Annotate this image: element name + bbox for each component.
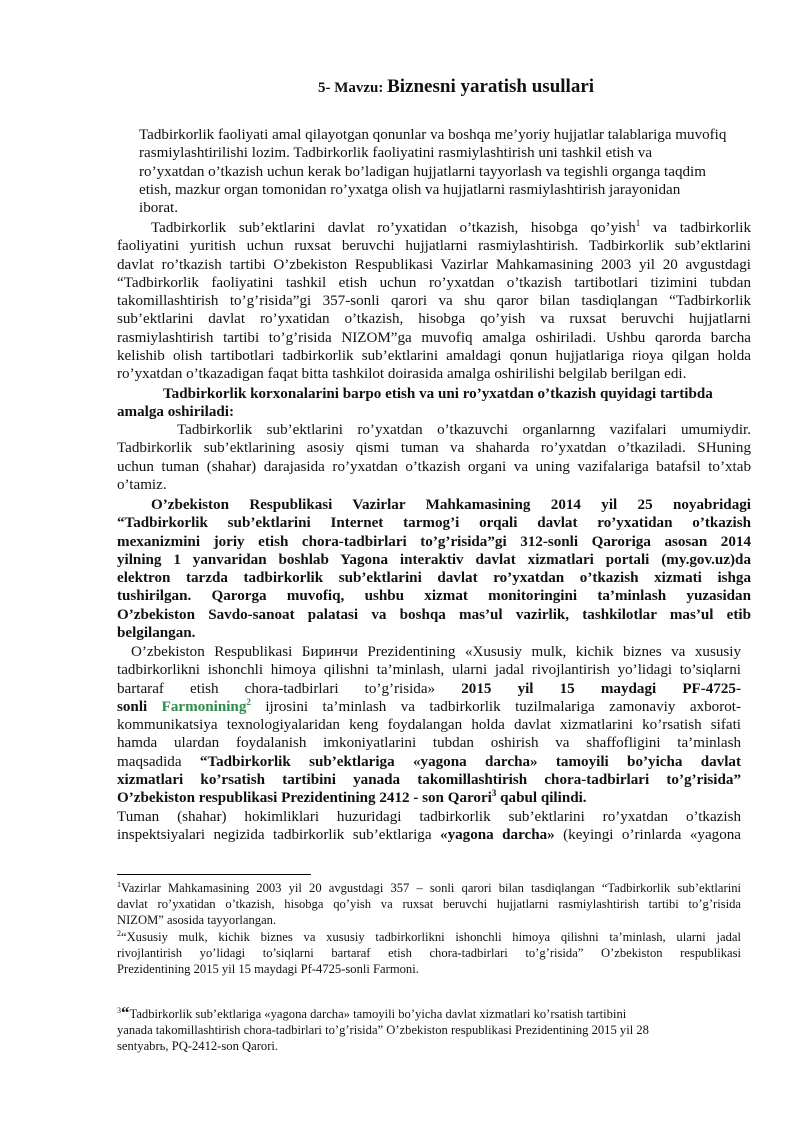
text-line: yilning 1 yanvaridan boshlab Yagona interaktiv davlat xizmatlari portali (my.gov.uz)da — [117, 551, 751, 568]
text-line: mexanizmini joriy etish chora-tadbirlari to’g’risida”gi 312-sonli Qaroriga asosan 2014 — [117, 533, 751, 550]
paragraph-online-registration — [117, 496, 751, 642]
heading-line-1: Tadbirkorlik korxonalarini barpo etish va uni ro’yxatdan o’tkazish quyidagi tartibda — [163, 386, 713, 402]
text-line: rasmiylashtirilishi lozim. Tadbirkorlik faoliyatini rasmiylashtirish uni tashkil etish va — [139, 145, 653, 162]
paragraph-registration — [117, 219, 751, 384]
text-line: O’zbekiston respublikasi Prezidentining 2412 - son Qarori$^3$ qabul qilindi. — [117, 788, 587, 807]
footnote-separator — [117, 874, 311, 875]
footnote-ref-1[interactable]: 1 — [635, 218, 641, 228]
text-line: hamda ulardan foydalanish imkoniyatlarini tubdan oshirish va shaffofligini ta’minlash — [117, 735, 741, 752]
decree-link[interactable]: Farmonining — [161, 698, 247, 715]
text-line: takomillashtirish to’g’risida”gi 357-sonli qarori va shu qaror bilan tasdiqlangan “Tadbirkorlik — [117, 293, 751, 310]
text-line: inspektsiyalari negizida tadbirkorlik sub’ektlariga «yagona darcha» (keyingi o’rinlarda «yagona — [117, 826, 741, 843]
text-line: tadbirkorlikni ishonchli himoya qilishni ta’minlash, ularni jadal rivojlantirish yo’lidagi to’siqlarni — [117, 662, 741, 679]
page-title — [0, 76, 800, 98]
text-line: Tadbirkorlik faoliyati amal qilayotgan qonunlar va boshqa me’yoriy hujjatlar talablariga muvofiq — [139, 127, 727, 143]
text-line: kommunikatsiya texnologiyalaridan keng foydalangan holda davlat xizmatlarini ko’rsatish sifati — [117, 717, 741, 734]
footnote-1 — [117, 880, 741, 928]
text-line: O’zbekiston Savdo-sanoat palatasi va boshqa mas’ul vazirlik, tashkilotlar mas’ul etib — [117, 606, 751, 623]
title-main: Biznesni yaratish usullari — [387, 76, 595, 97]
text-line: rasmiylashtirish tartibi to’g’risida NIZOM”ga muvofiq amalga oshiriladi. Ushbu qarorda barcha — [117, 329, 751, 346]
text-line: O’zbekiston Respublikasi Биринчи Prezidentining «Xususiy mulk, kichik biznes va xususiy — [131, 644, 741, 660]
text-line: iborat. — [139, 200, 178, 217]
text-line: Tadbirkorlik sub’ektlarini davlat ro’yxatidan o’tkazish, hisobga qo’yish$^1$ va tadbirkorlik — [151, 218, 751, 236]
text-line: $^1$Vazirlar Mahkamasining 2003 yil 20 avgustdagi 357 – sonli qarori bilan tasdiqlangan “Tadbirkorlik sub’ektlarini — [117, 880, 741, 895]
text-line: elektron tarzda tadbirkorlik sub’ektlarini davlat ro’yxatdan o’tkazish xizmati ishga — [117, 570, 751, 587]
title-prefix: 5- Mavzu: — [317, 80, 384, 96]
section-heading — [117, 385, 751, 422]
text-line: Tuman (shahar) hokimliklari huzuridagi tadbirkorlik sub’ektlarini ro’yxatdan o’tkazish — [117, 808, 741, 825]
heading-line-2: amalga oshiriladi: — [117, 404, 234, 421]
text-line: etish, mazkur organ tomonidan ro’yxatga olish va hujjatlarni rasmiylashtirish jarayonidan — [139, 181, 681, 198]
text-line: xizmatlari ko’rsatish tartibini yanada takomillashtirish chora-tadbirlari to’g’risida” — [117, 772, 741, 789]
text-line: O’zbekiston Respublikasi Vazirlar Mahkamasining 2014 yil 25 noyabridagi — [151, 497, 751, 513]
footnote-3 — [117, 1005, 741, 1054]
text-line: NIZOM” asosida tayyorlangan. — [117, 913, 277, 927]
text-line: rivojlantirish yo’lidagi to’siqlarni bartaraf etish chora-tadbirlari to’g’risida” O’zbekiston respublikasi — [117, 946, 741, 960]
text-line: kelishib olish tartibotlari tadbirkorlik sub’ektlarini amaldagi qonun hujjatlariga rioya qilgan holda — [117, 348, 751, 365]
text-line: “Tadbirkorlik faoliyatini tashkil etish uchun ro’yxatdan o’tkazish tartibotlari tizimini tubdan — [117, 274, 751, 291]
text-line: sentyabrь, PQ-2412-son Qarori. — [117, 1039, 279, 1053]
paragraph-organs — [117, 421, 751, 494]
text-line: uchun tuman (shahar) darajasida ro’yxatdan o’tkazish organi va uning vazifalariga batafsil to’xtab — [117, 458, 751, 475]
text-line: “Tadbirkorlik sub’ektlarini Internet tarmog’i orqali davlat ro’yxatidan o’tkazish — [117, 515, 751, 532]
text-line: $^3$“Tadbirkorlik sub’ektlariga «yagona darcha» tamoyili bo’yicha davlat xizmatlari ko’rsatish tartibini — [117, 1003, 627, 1022]
text-line: ro’yxatdan o’tkazish uchun kerak bo’ladigan hujjatlarni tayyorlash va tegishli organga taqdim — [139, 163, 706, 180]
text-line: Prezidentining 2015 yil 15 maydagi Pf-4725-sonli Farmoni. — [117, 962, 419, 976]
footnote-2 — [117, 929, 741, 977]
text-line: Tadbirkorlik sub’ektlarining asosiy qismi tuman va shaharda ro’yxatdan o’tkaziladi. SHuning — [117, 440, 751, 457]
text-line: $^2$“Xususiy mulk, kichik biznes va xususiy tadbirkorlikni ishonchli himoya qilishni ta’minlash, ularni jadal — [117, 929, 741, 944]
text-line: faoliyatini yuritish uchun ruxsat beruvchi hujjatlarni rasmiylashtirish. Tadbirkorlik sub’ektlarini — [117, 238, 751, 255]
text-line: davlat ro’yxatidan o’tkazish, hisobga qo’yish va ruxsat beruvchi hujjatlarni rasmiylashtirish tartibi to’g’risida — [117, 897, 741, 911]
text-line: bartaraf etish chora-tadbirlari to’g’risida» 2015 yil 15 maydagi PF-4725- — [117, 680, 742, 697]
footnote-ref-2[interactable]: 2 — [246, 696, 251, 707]
text-line: yanada takomillashtirish chora-tadbirlari to’g’risida” O’zbekiston respublikasi Prezidentining 2015 yil 28 — [117, 1023, 649, 1037]
text-line: sonli Farmonining$^2$ ijrosini ta’minlash va tadbirkorlik tuzilmalariga zamonaviy axborot- — [117, 696, 741, 715]
text-line: maqsadida “Tadbirkorlik sub’ektlariga «yagona darcha» tamoyili bo’yicha davlat — [117, 753, 741, 770]
paragraph-intro — [139, 126, 727, 217]
footnote-ref-3[interactable]: 3 — [491, 788, 497, 799]
text-line: o’tamiz. — [117, 476, 167, 493]
text-line: ro’yxatdan o’tkazadigan faqat bitta tashkilot doirasida amalga oshirilishi belgilab berilgan edi. — [117, 366, 687, 383]
text-line: davlat ro’tkazish tartibi O’zbekiston Respublikasi Vazirlar Mahkamasining 2003 yil 20 avgustdagi — [117, 256, 751, 273]
text-line: belgilangan. — [117, 625, 196, 642]
text-line: tushirilgan. Qarorga muvofiq, ushbu xizmat monitoringini ta’minlash yuzasidan — [117, 588, 751, 605]
paragraph-decree — [117, 643, 741, 844]
text-line: sub’ektlarini davlat ro’yxatidan o’tkazish, hisobga qo’yish va ruxsat beruvchi hujjatlarni — [117, 311, 751, 328]
text-line: Tadbirkorlik sub’ektlarini ro’yxatdan o’tkazuvchi organlarnng vazifalari umumiydir. — [177, 422, 751, 438]
